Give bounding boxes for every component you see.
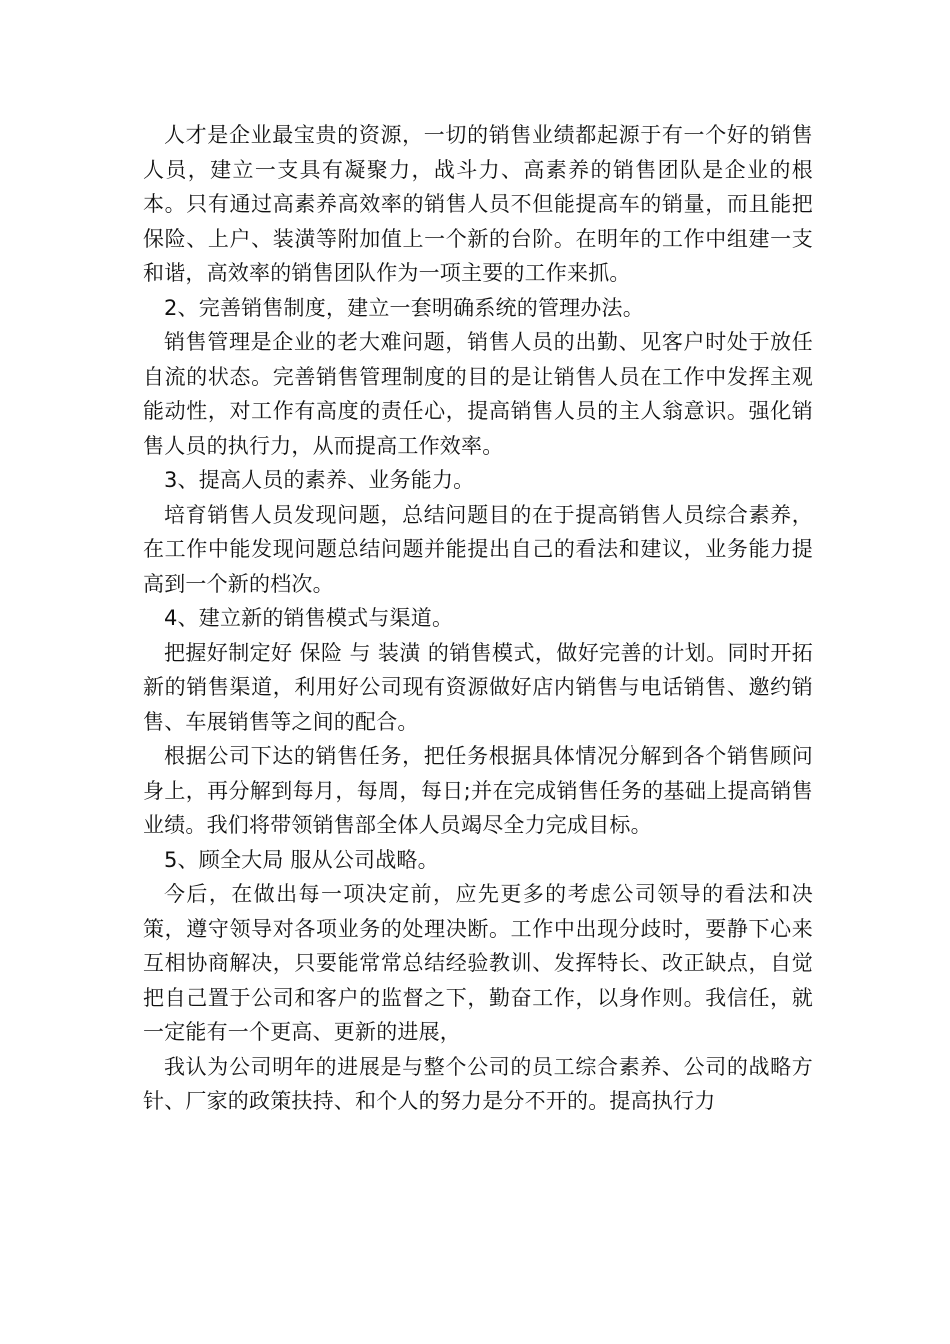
paragraph-company-progress: 我认为公司明年的进展是与整个公司的员工综合素养、公司的战略方针、厂家的政策扶持、和个人的努力是分不开的。提高执行力: [143, 1054, 813, 1113]
paragraph-staff-training: 培育销售人员发现问题，总结问题目的在于提高销售人员综合素养，在工作中能发现问题总结问题并能提出自己的看法和建议，业务能力提高到一个新的档次。: [143, 502, 813, 596]
paragraph-team-building: 人才是企业最宝贵的资源，一切的销售业绩都起源于有一个好的销售人员，建立一支具有凝聚力，战斗力、高素养的销售团队是企业的根本。只有通过高素养高效率的销售人员不但能提高车的销量，而且能把保险、上户、装潢等附加值上一个新的台阶。在明年的工作中组建一支和谐，高效率的销售团队作为一项主要的工作来抓。: [143, 123, 813, 285]
heading-sales-channels: 4、建立新的销售模式与渠道。: [164, 606, 454, 630]
paragraph-sales-model: 把握好制定好 保险 与 装潢 的销售模式，做好完善的计划。同时开拓新的销售渠道，利用好公司现有资源做好店内销售与电话销售、邀约销售、车展销售等之间的配合。: [143, 640, 813, 734]
document-body: [143, 118, 813, 1119]
paragraph-sales-management: 销售管理是企业的老大难问题，销售人员的出勤、见客户时处于放任自流的状态。完善销售管理制度的目的是让销售人员在工作中发挥主观能动性，对工作有高度的责任心，提高销售人员的主人翁意识。强化销售人员的执行力，从而提高工作效率。: [143, 330, 813, 458]
heading-staff-quality: 3、提高人员的素养、业务能力。: [164, 468, 475, 492]
paragraph-future-work: 今后，在做出每一项决定前，应先更多的考虑公司领导的看法和决策，遵守领导对各项业务的处理决断。工作中出现分歧时，要静下心来互相协商解决，只要能常常总结经验教训、发挥特长、改正缺点，自觉把自己置于公司和客户的监督之下，勤奋工作，以身作则。我信任，就一定能有一个更高、更新的进展，: [143, 882, 813, 1044]
paragraph-sales-targets: 根据公司下达的销售任务，把任务根据具体情况分解到各个销售顾问身上，再分解到每月，每周，每日;并在完成销售任务的基础上提高销售业绩。我们将带领销售部全体人员竭尽全力完成目标。: [143, 744, 813, 837]
heading-sales-system: 2、完善销售制度，建立一套明确系统的管理办法。: [164, 295, 644, 320]
heading-company-strategy: 5、顾全大局 服从公司战略。: [164, 847, 439, 872]
